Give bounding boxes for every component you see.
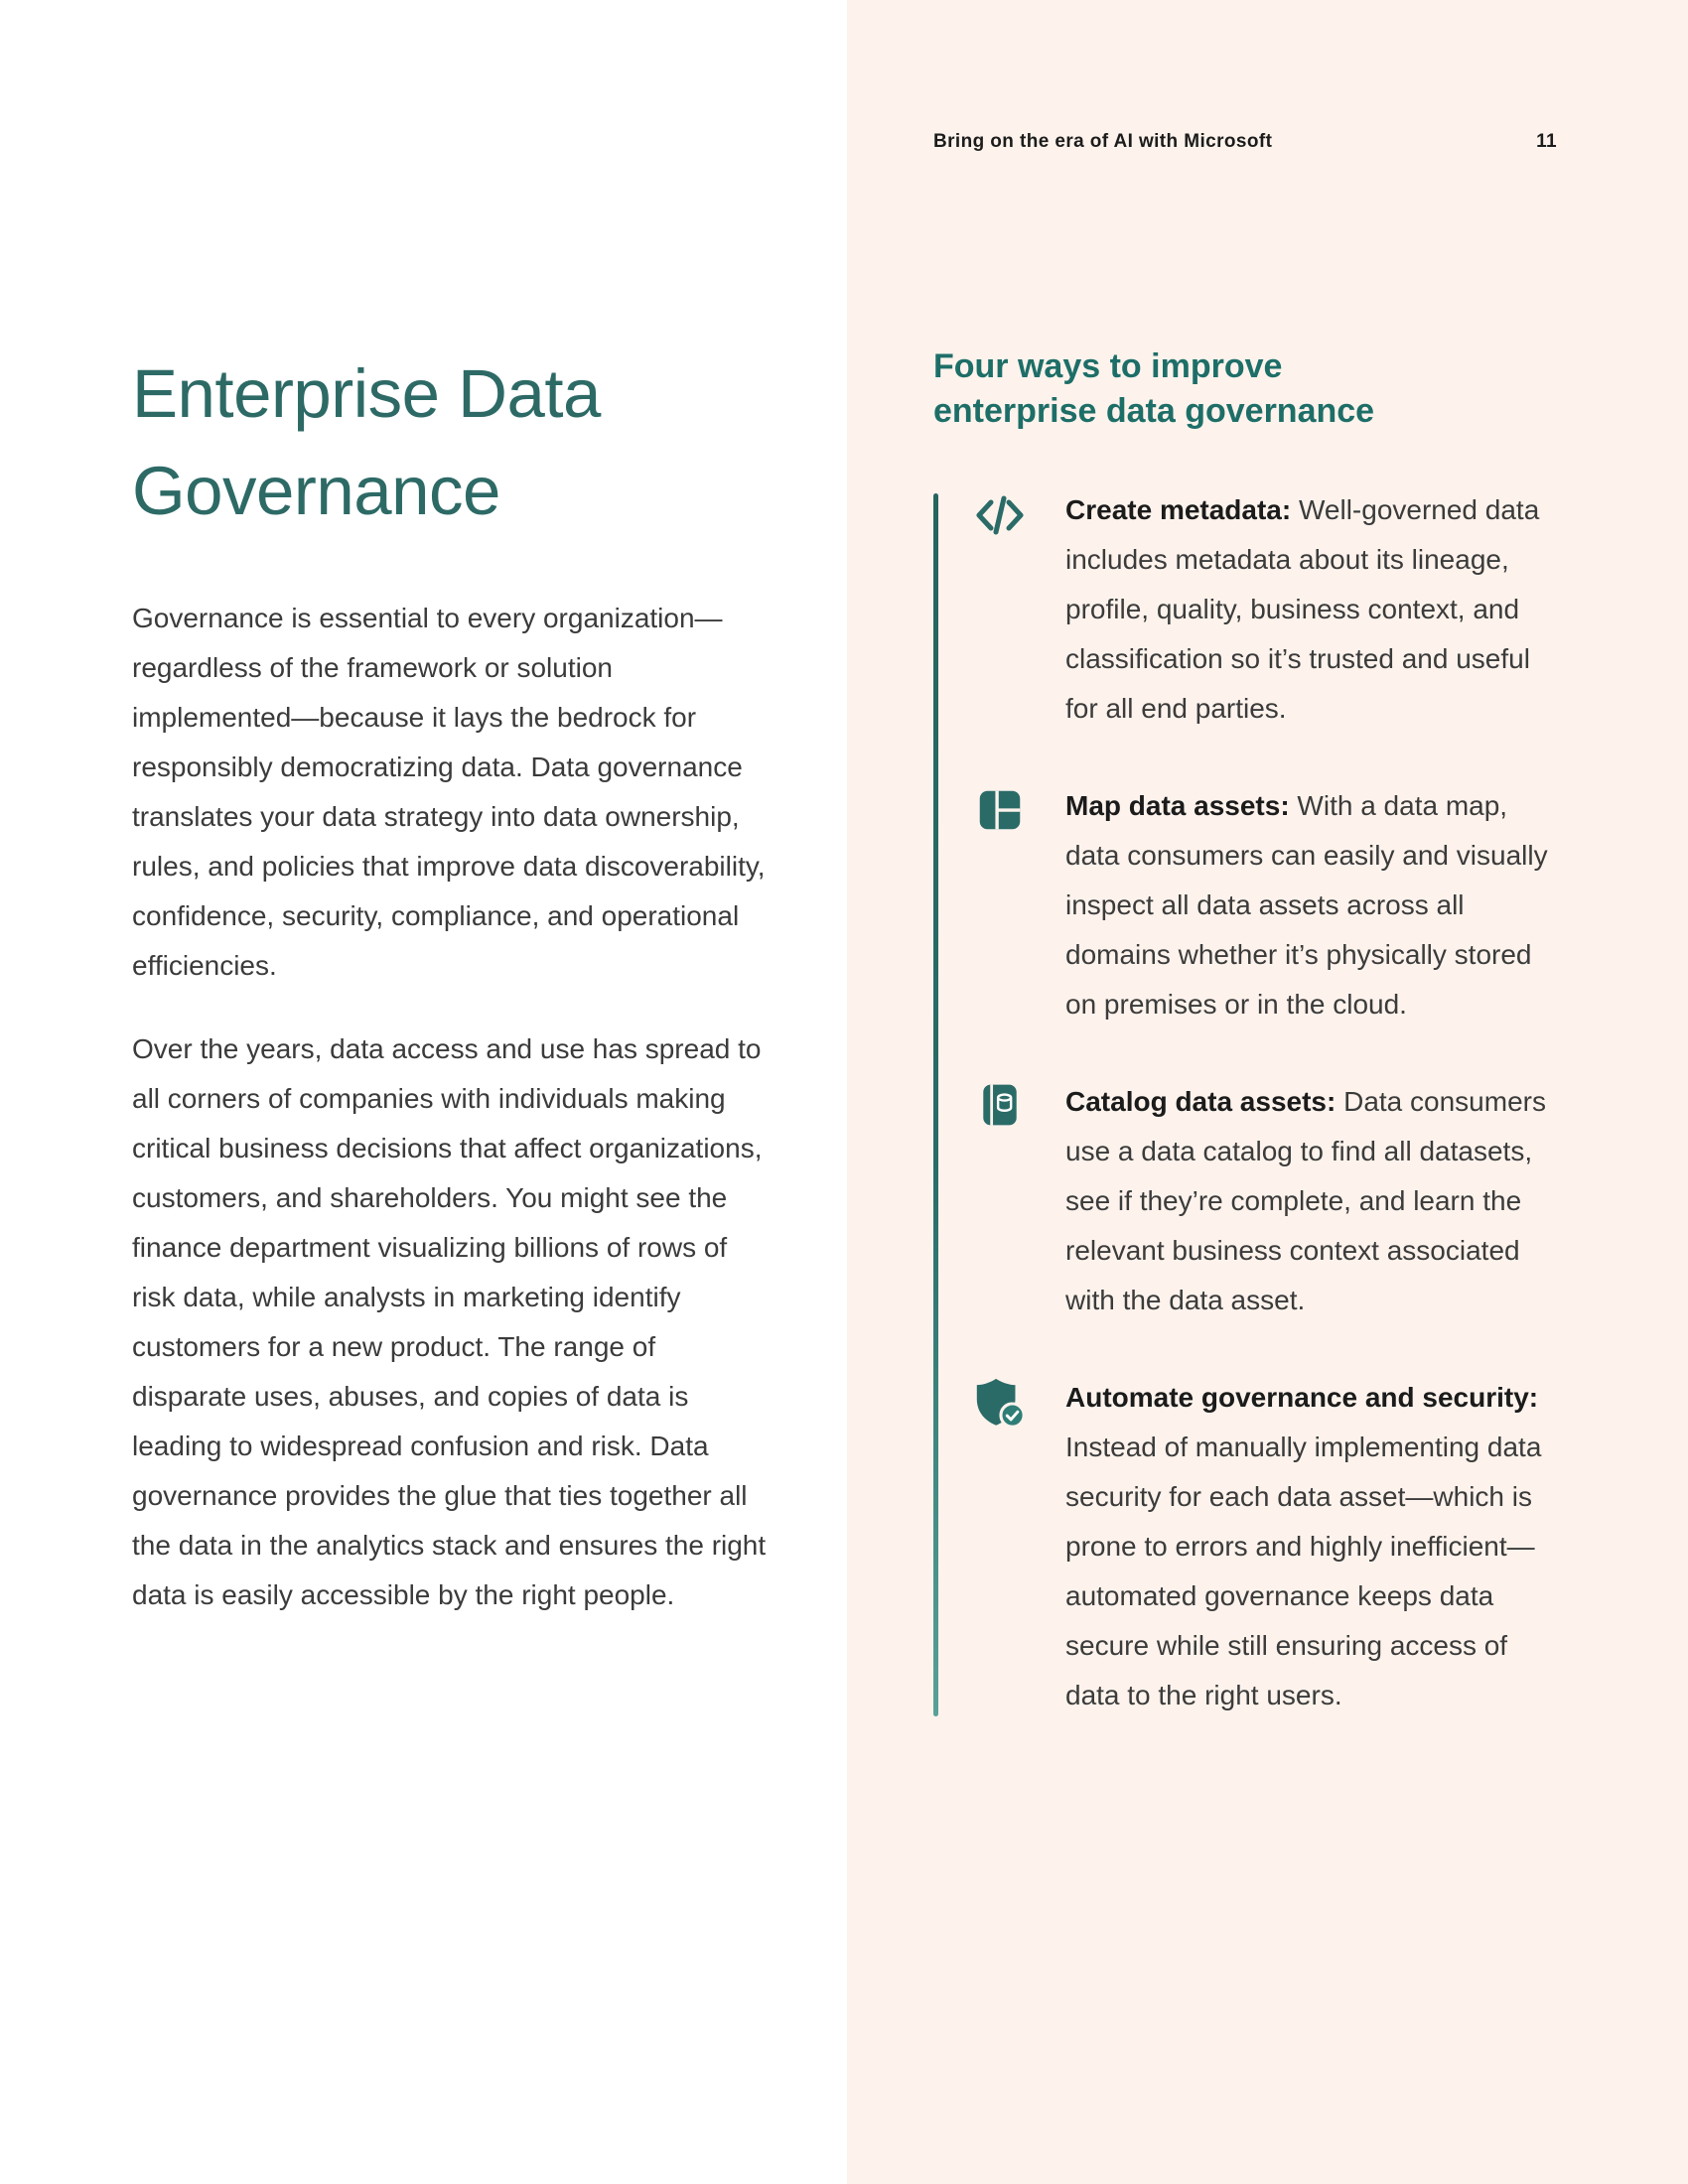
item-label: Map data assets: — [1065, 790, 1290, 822]
list-item — [933, 1077, 1559, 1325]
page-number: 11 — [1536, 131, 1557, 152]
item-description: Instead of manually implementing data security for each data asset—which is prone to errors and highly inefficient—automated governance keeps data secure while still ensuring access of data to the right users. — [1065, 1432, 1542, 1711]
data-map-icon — [933, 781, 1065, 1029]
catalog-icon — [933, 1077, 1065, 1325]
governance-items-list — [933, 485, 1559, 1720]
list-item-text — [1065, 1077, 1559, 1325]
item-description: With a data map, data consumers can easily and visually inspect all data assets across all domains whether it’s physically stored on premises or in the cloud. — [1065, 790, 1548, 1021]
list-item-text — [1065, 1373, 1559, 1720]
item-label: Automate governance and security: — [1065, 1382, 1539, 1414]
list-item — [933, 781, 1559, 1029]
code-icon — [933, 485, 1065, 734]
page-title: Enterprise Data Governance — [132, 355, 601, 529]
article-paragraph: Governance is essential to every organization—regardless of the framework or solution implemented—because it lays the bedrock for responsibly democratizing data. Data governance translates your data strategy into data ownership, rules, and policies that improve data discoverability, confidence, security, compliance, and operational efficiencies. — [132, 602, 766, 981]
list-item-text — [1065, 485, 1559, 734]
shield-check-icon — [933, 1373, 1065, 1720]
item-description: Well-governed data includes metadata about its lineage, profile, quality, business context, and classification so it’s trusted and useful for all end parties. — [1065, 494, 1540, 725]
list-item — [933, 485, 1559, 734]
article-paragraph: Over the years, data access and use has spread to all corners of companies with individuals making critical business decisions that affect organizations, customers, and shareholders. You might see the finance department visualizing billions of rows of risk data, while analysts in marketing identify customers for a new product. The range of disparate uses, abuses, and copies of data is leading to widespread confusion and risk. Data governance provides the glue that ties together all the data in the analytics stack and ensures the right data is easily accessible by the right people. — [132, 1032, 767, 1610]
item-description: Data consumers use a data catalog to find all datasets, see if they’re complete, and learn the relevant business context associated with the data asset. — [1065, 1086, 1546, 1316]
list-item — [933, 1373, 1559, 1720]
header-title: Bring on the era of AI with Microsoft — [933, 131, 1273, 152]
document-header — [933, 131, 1557, 153]
sidebar-content — [933, 344, 1559, 1720]
article-column — [132, 345, 775, 1654]
item-label: Catalog data assets: — [1065, 1086, 1336, 1118]
list-item-text — [1065, 781, 1559, 1029]
sidebar-title: Four ways to improve enterprise data governance — [933, 347, 1375, 431]
item-label: Create metadata: — [1065, 494, 1292, 526]
